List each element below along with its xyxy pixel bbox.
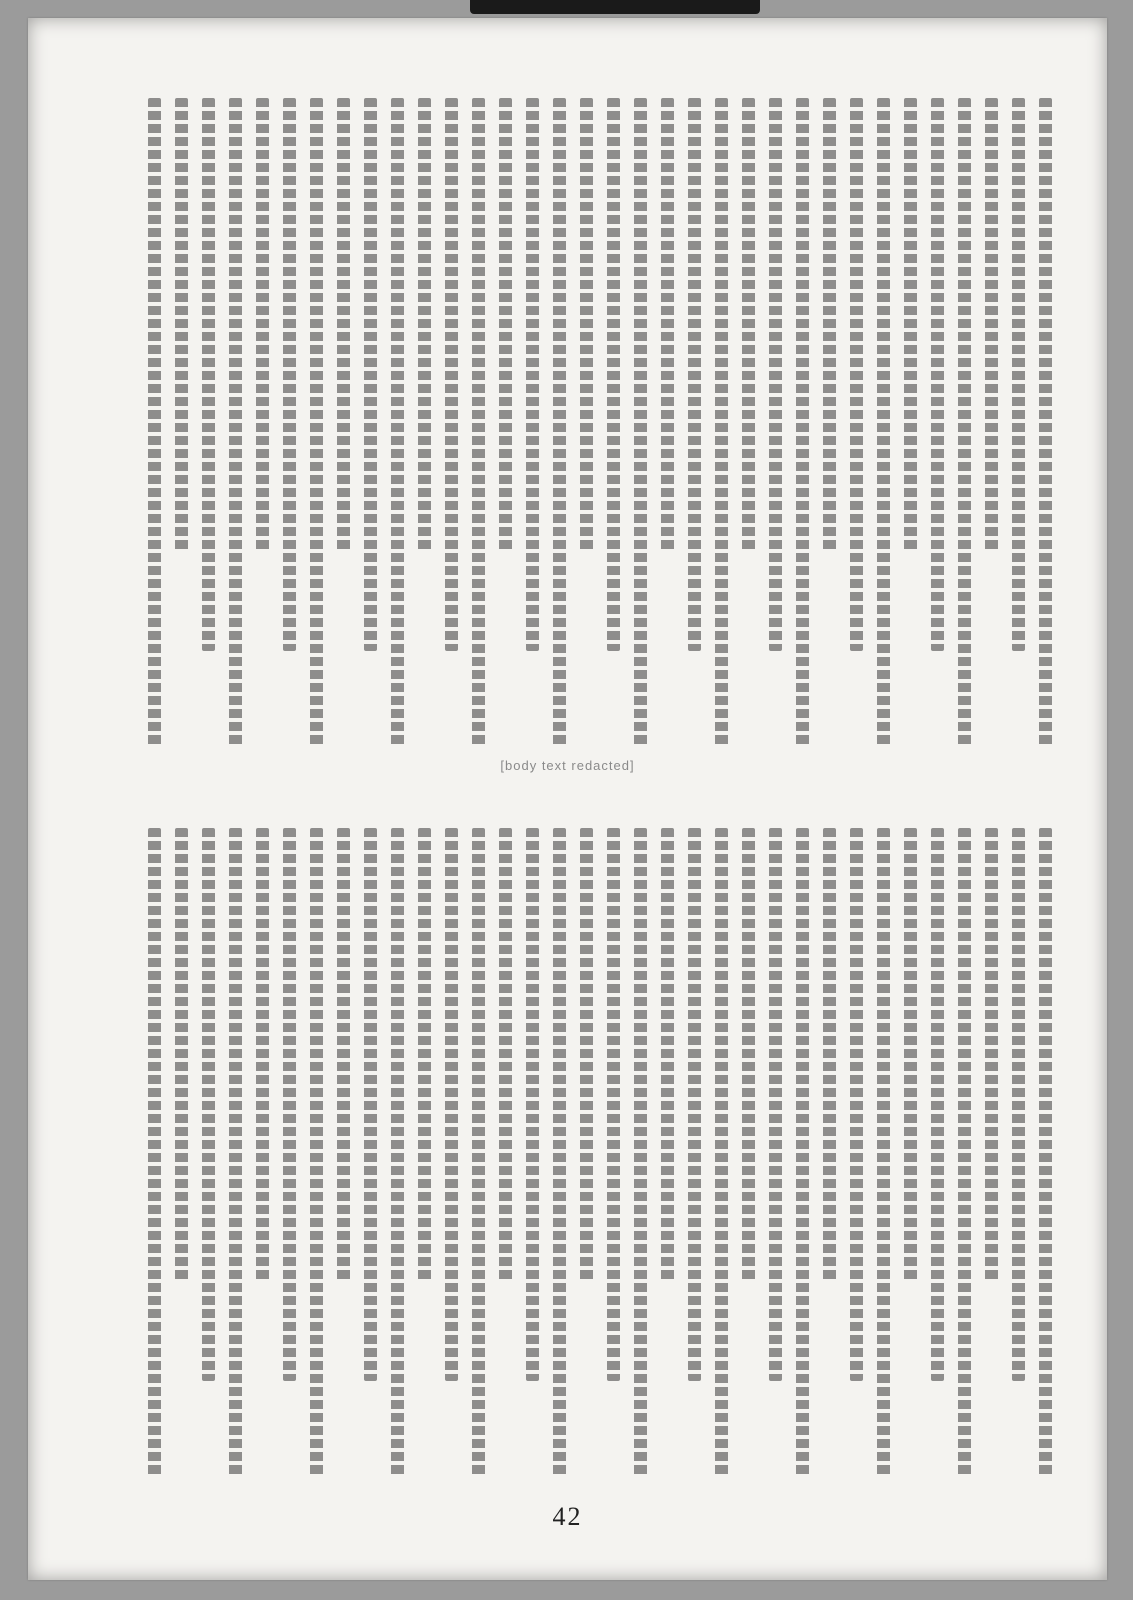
redacted-text-column (580, 828, 593, 1283)
redacted-text-column (823, 828, 836, 1283)
redacted-text-column (364, 98, 377, 651)
redacted-text-column (526, 98, 539, 651)
redacted-text-column (796, 98, 809, 748)
redacted-text-column (445, 828, 458, 1381)
redacted-text-column (607, 98, 620, 651)
redacted-text-column (229, 828, 242, 1478)
redacted-text-column (256, 98, 269, 553)
redacted-text-column (283, 828, 296, 1381)
redacted-text-column (796, 828, 809, 1478)
redacted-text-column (850, 828, 863, 1381)
redacted-text-column (715, 98, 728, 748)
redacted-text-column (958, 828, 971, 1478)
redacted-text-column (877, 98, 890, 748)
redacted-text-column (526, 828, 539, 1381)
redacted-text-column (958, 98, 971, 748)
redacted-text-column (175, 98, 188, 553)
redacted-text-column (607, 828, 620, 1381)
redaction-note: [body text redacted] (500, 758, 635, 773)
redacted-text-column (850, 98, 863, 651)
redacted-text-column (931, 98, 944, 651)
redacted-text-column (1039, 828, 1052, 1478)
redacted-text-column (1012, 828, 1025, 1381)
redacted-text-column (904, 828, 917, 1283)
redacted-text-column (310, 828, 323, 1478)
redacted-text-column (634, 828, 647, 1478)
redacted-text-column (175, 828, 188, 1283)
redacted-text-column (904, 98, 917, 553)
redacted-text-column (877, 828, 890, 1478)
redacted-text-column (931, 828, 944, 1381)
redacted-text-column (391, 828, 404, 1478)
redacted-text-column (715, 828, 728, 1478)
redacted-text-column (283, 98, 296, 651)
redacted-text-column (148, 98, 161, 748)
scan-artifact (470, 0, 760, 14)
redacted-text-column (445, 98, 458, 651)
redacted-text-column (256, 828, 269, 1283)
scanned-page (28, 18, 1107, 1580)
redacted-text-column (553, 98, 566, 748)
redacted-text-column (1039, 98, 1052, 748)
redacted-text-column (418, 828, 431, 1283)
redacted-text-column (661, 98, 674, 553)
redacted-text-column (661, 828, 674, 1283)
redacted-text-column (499, 828, 512, 1283)
upper-text-block (88, 98, 1052, 748)
redacted-text-column (229, 98, 242, 748)
redacted-text-column (688, 828, 701, 1381)
redacted-text-column (418, 98, 431, 553)
redacted-text-column (769, 98, 782, 651)
redacted-text-column (769, 828, 782, 1381)
lower-text-block (88, 828, 1052, 1478)
redacted-text-column (742, 828, 755, 1283)
redacted-text-column (985, 98, 998, 553)
redacted-text-column (364, 828, 377, 1381)
redacted-text-column (310, 98, 323, 748)
redacted-text-column (1012, 98, 1025, 651)
redacted-text-column (202, 98, 215, 651)
redacted-text-column (391, 98, 404, 748)
redacted-text-column (148, 828, 161, 1478)
redacted-text-column (634, 98, 647, 748)
redacted-text-column (580, 98, 593, 553)
redacted-text-column (472, 98, 485, 748)
page-number: 42 (552, 1502, 583, 1531)
redacted-text-column (472, 828, 485, 1478)
redacted-text-column (337, 98, 350, 553)
redacted-text-column (688, 98, 701, 651)
redacted-text-column (202, 828, 215, 1381)
redacted-text-column (337, 828, 350, 1283)
redacted-text-column (553, 828, 566, 1478)
redacted-text-column (499, 98, 512, 553)
redacted-text-column (823, 98, 836, 553)
redacted-text-column (742, 98, 755, 553)
redacted-text-column (985, 828, 998, 1283)
